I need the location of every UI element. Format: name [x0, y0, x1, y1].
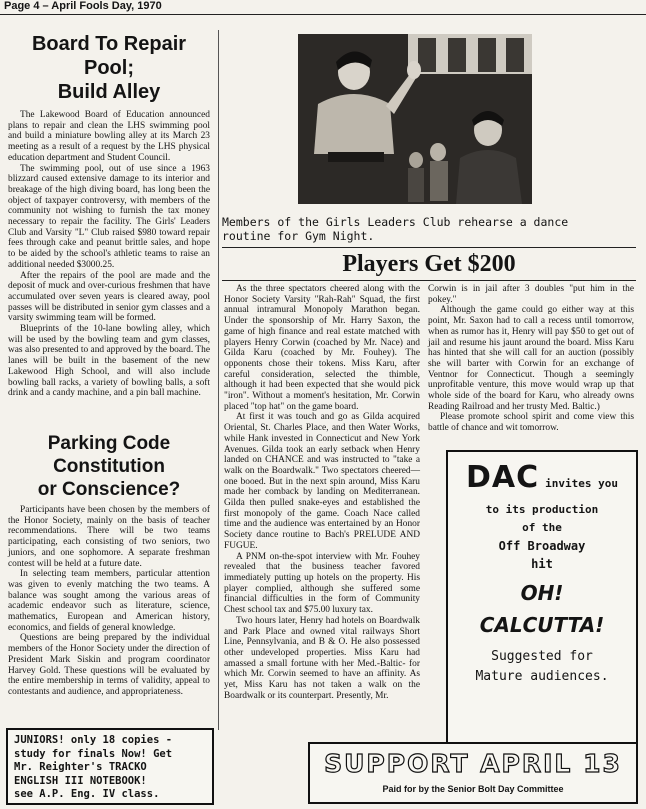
pool-headline-1: Board To Repair Pool;	[31, 33, 187, 79]
paragraph: After the repairs of the pool are made and the deposit of muck and over-curious freshmen that have accumulated over seven years is cleared away, pool passes will be distributed in senior gym classes and a varsity swimming team will be formed.	[8, 270, 210, 324]
paragraph: Two hours later, Henry had hotels on Boardwalk and Park Place and owned vital railways Short Line, Pennsylvania, and B & O. He also possessed other undeveloped properties. Miss Karu had amassed a small fortune with her Med.-Baltic- for which Mr. Corwin seemed to have an affinity. As yet, Miss Karu has not taken a walk on the Boardwalk or its counterpart. Presently, Mr.	[224, 615, 420, 701]
players-column-2	[428, 284, 634, 434]
paragraph: Participants have been chosen by the members of the Honor Society, mainly on the basis of teacher recommendations. There will be two teams participating, each consisting of two seniors, two juniors, and one sophomore. A separate freshman contest will be held at a future date.	[8, 505, 210, 569]
juniors-line: ENGLISH III NOTEBOOK!	[14, 774, 147, 787]
paragraph: As the three spectators cheered along with the Honor Society Varsity "Rah-Rah" Squad, the first annual intramural Monopoly Marathon began. Under the sponsorship of Mr. Harry Saxon, the game of high finance and real estate matched with players Henry Corwin (coached by Mr. Nace) and Gilda Karu (coached by Mr. Fouhey). The opponents chose their tokens. Miss Karu, after careful consideration, selected the thimble, although it had been expected that she would pick "iron". Without a moment's hesitation, Mr. Corwin placed "top hat" on the game board.	[224, 284, 420, 412]
article-parking	[8, 432, 210, 698]
dac-note: Suggested for	[491, 649, 593, 664]
paragraph: Questions are being prepared by the individual members of the Honor Society under the direction of President Mark Siskin and program coordinator Harvey Gold. These questions will be evaluated by the entire membership in terms of validity, appeal to contestants and audience, and appropriateness.	[8, 633, 210, 697]
dac-ad	[446, 450, 638, 744]
players-column-1	[224, 284, 420, 701]
parking-headline-2: Constitution	[53, 456, 165, 477]
juniors-line: JUNIORS! only 18 copies -	[14, 734, 173, 746]
page-header	[0, 0, 646, 14]
photo-caption-line: Members of the Girls Leaders Club rehearse a dance	[222, 215, 569, 229]
support-credit: Paid for by the Senior Bolt Day Committee	[382, 784, 564, 794]
pool-body	[8, 110, 210, 399]
paragraph: At first it was touch and go as Gilda acquired Oriental, St. Charles Place, and then Water Works, while Hank invested in Connecticut and New York Avenues. Gilda took an early setback when Henry landed on CHANCE and was instructed to "take a walk on the Boardwalk." Two spectators cheered— one booed. But in the next spin around, Miss Karu made her comback by landing on Mediterranean. Gilda then pulled snake-eyes and established the first monopoly of the game. Coach Nace called time and the audience was entertained by an Honor Society dance routine to Bach's PRELUDE AND FUGUE.	[224, 412, 420, 551]
column-divider	[218, 30, 219, 730]
dac-line: hit	[531, 557, 553, 571]
photo-illustration	[298, 34, 532, 204]
dac-header	[456, 460, 628, 495]
paragraph: The swimming pool, out of use since a 1963 blizzard caused extensive damage to its interior and breakage of the high diving board, has long been the object of taxpayer controversy, with members of the community not wishing to furnish the tax money necessary to repair the facility. The Girls' Leaders Club and Varsity "L" Club raised $980 toward repair fees through cake and peanut brittle sales, and hope to be aided by the school's athletic teams to raise an additional needed $3000.25.	[8, 163, 210, 270]
photo-caption-line: routine for Gym Night.	[222, 229, 375, 243]
players-headline: Players Get $200	[342, 251, 516, 277]
parking-body	[8, 505, 210, 698]
support-headline: SUPPORT APRIL 13	[324, 749, 622, 778]
juniors-line: study for finals Now! Get	[14, 747, 173, 760]
juniors-line: Mr. Reighter's TRACKO	[14, 761, 147, 773]
paragraph: The Lakewood Board of Education announced plans to repair and clean the LHS swimming pool and build a miniature bowling alley at its March 23 meeting as a result of a request by the LHS physical education department and Student Council.	[8, 110, 210, 163]
paragraph: In selecting team members, particular attention was given to evenly matching the two teams. A balance was sought among the various areas of academic endeavor such as literature, science, mathematics, European and American history, economics, and fields of general knowledge.	[8, 569, 210, 633]
support-ad	[308, 742, 638, 804]
parking-headline-1: Parking Code	[47, 433, 171, 454]
parking-headline-3: or Conscience?	[37, 479, 181, 500]
paragraph: Blueprints of the 10-lane bowling alley, which will be used by the bowling team and gym classes, was also presented to and approved by the board. The lanes will be built in the basement of the new Lakewood High School, and will also include bowling ball racks, a variety of bowling balls, a soft drink and a candy machine, and a pin ball machine.	[8, 324, 210, 399]
juniors-line: see A.P. Eng. IV class.	[14, 788, 160, 800]
dac-title-1: OH!	[520, 581, 564, 605]
players-top-rule	[222, 247, 636, 248]
dac-title-2: CALCUTTA!	[479, 613, 605, 637]
dac-line: of the	[522, 521, 562, 534]
page-header-text: Page 4 – April Fools Day, 1970	[4, 0, 162, 12]
paragraph: Although the game could go either way at this point, Mr. Saxon had to call a recess until tomorrow, when as rumor has it, Henry will pay $50 to get out of jail and resume his jaunt around the board. Miss Karu has hinted that she will call for an auction (possibly she will barter with Corwin for an exchange of Ventnor for Connecticut. Though a seemingly unprofitable venture, this move would wrap up that whole side of the board for Karu, who already owns Reading Railroad and her trusty Med. Baltic.)	[428, 305, 634, 412]
dance-photo	[298, 34, 532, 204]
article-pool	[8, 32, 210, 399]
pool-headline-2: Build Alley	[57, 81, 161, 103]
dac-line: to its production	[485, 503, 599, 516]
players-bottom-rule	[222, 280, 636, 281]
dac-line: Off Broadway	[498, 539, 586, 553]
dac-invites: invites you	[545, 477, 618, 490]
header-rule	[0, 14, 646, 15]
photo-caption	[222, 215, 632, 243]
paragraph: Corwin is in jail after 3 doubles "put him in the pokey."	[428, 284, 634, 305]
paragraph: Please promote school spirit and come view this battle of chance and wit tomorrow.	[428, 412, 634, 434]
juniors-ad	[6, 728, 214, 805]
paragraph: A PNM on-the-spot interview with Mr. Fouhey revealed that the business teacher favored immediately putting up hotels on the property. His player complied, although she suffered some financial difficulties in the form of Community Chest school tax and $75.00 luxury tax.	[224, 551, 420, 616]
dac-org: DAC	[466, 460, 540, 495]
dac-note: Mature audiences.	[475, 669, 609, 684]
